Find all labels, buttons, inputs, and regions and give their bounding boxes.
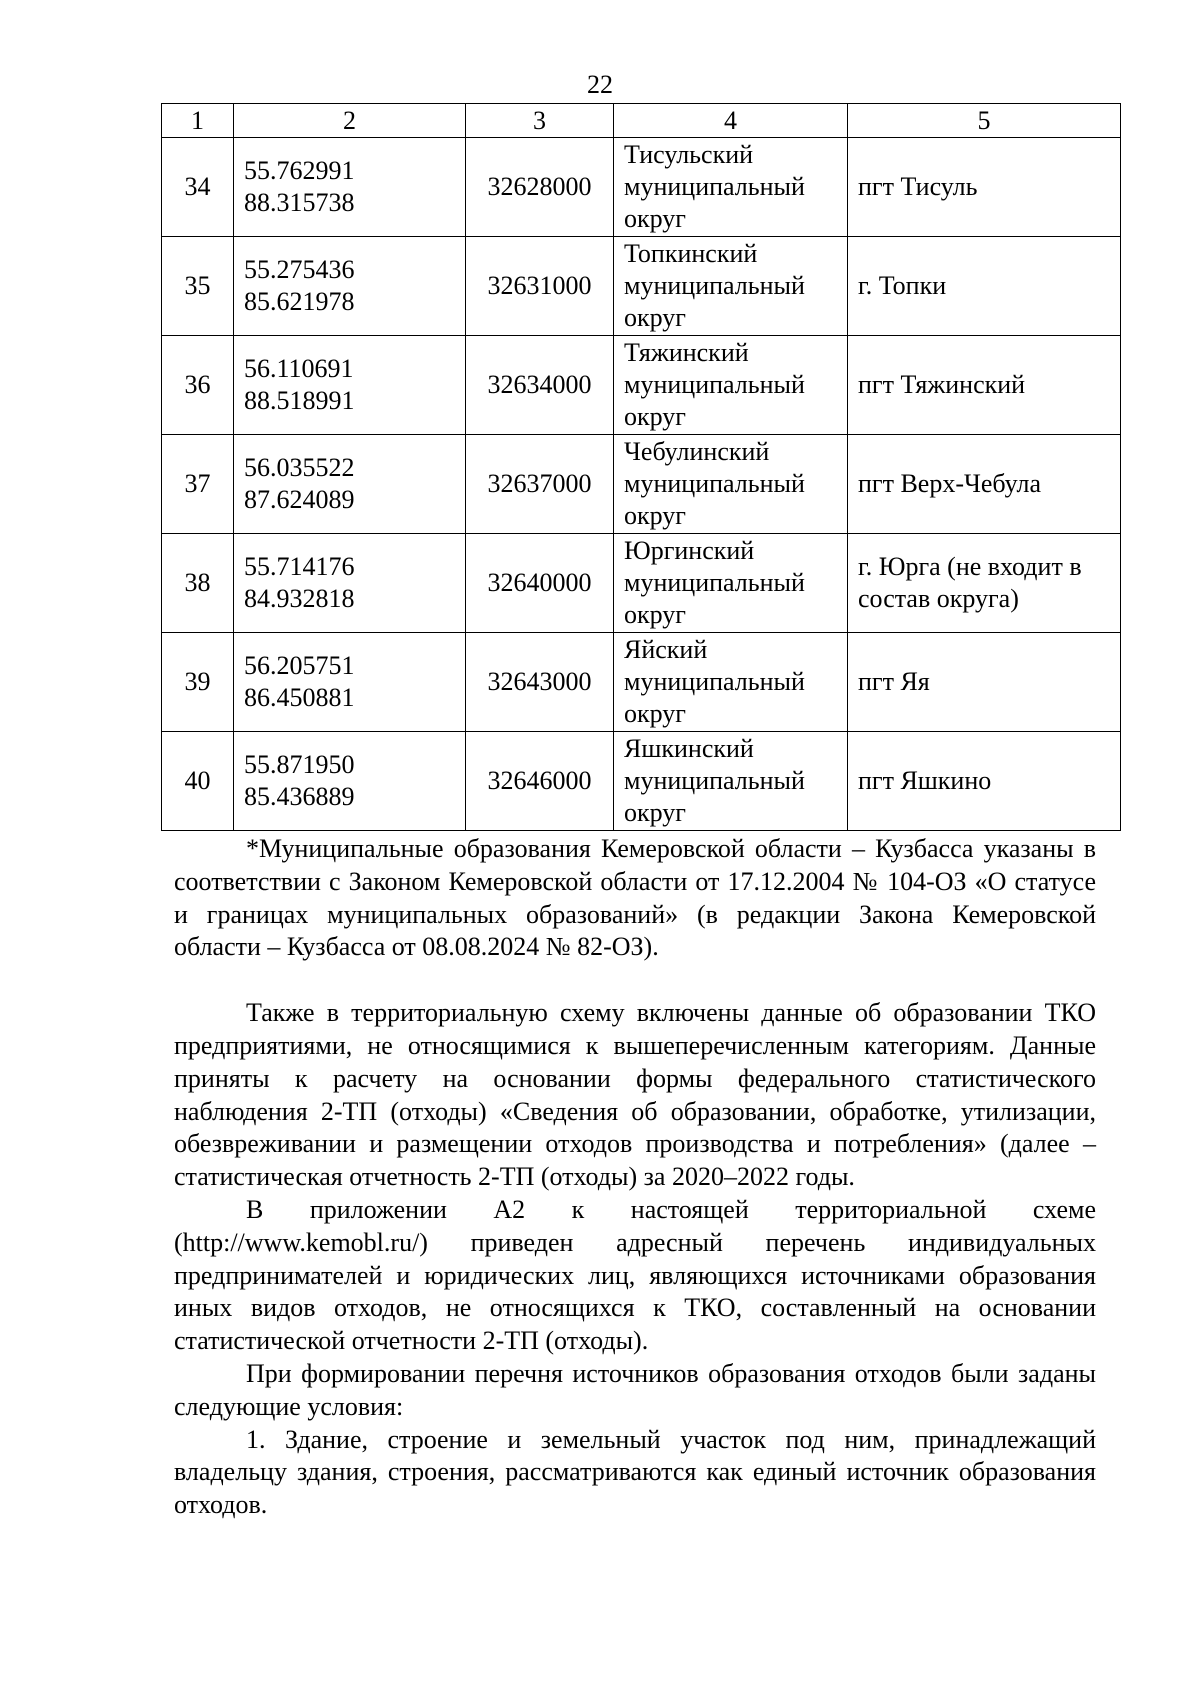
table-row bbox=[162, 336, 1121, 435]
row-number: 36 bbox=[162, 336, 234, 435]
oktmo-code: 32631000 bbox=[466, 237, 614, 336]
oktmo-code: 32640000 bbox=[466, 534, 614, 633]
table-row bbox=[162, 633, 1121, 732]
row-number: 37 bbox=[162, 435, 234, 534]
coordinates-cell bbox=[234, 237, 466, 336]
district-kind: округ bbox=[624, 204, 686, 233]
district-name: Тяжинский bbox=[624, 338, 749, 367]
district-name: Яшкинский bbox=[624, 734, 754, 763]
administrative-center: г. Топки bbox=[848, 237, 1121, 336]
coordinates-cell bbox=[234, 732, 466, 831]
district-name: Чебулинский bbox=[624, 437, 770, 466]
district-name-cell bbox=[614, 633, 848, 732]
table-row bbox=[162, 138, 1121, 237]
row-number: 35 bbox=[162, 237, 234, 336]
municipal-districts-table bbox=[161, 103, 1121, 831]
district-type: муниципальный bbox=[624, 271, 805, 300]
administrative-center: пгт Яшкино bbox=[848, 732, 1121, 831]
table-row bbox=[162, 435, 1121, 534]
row-number: 34 bbox=[162, 138, 234, 237]
oktmo-code: 32628000 bbox=[466, 138, 614, 237]
row-number: 39 bbox=[162, 633, 234, 732]
district-kind: округ bbox=[624, 798, 686, 827]
paragraph-appendix-a2: В приложении А2 к настоящей территориальной схеме (http://www.kemobl.ru/) приведен адресный перечень индивидуальных предпринимателей и юридических лиц, являющихся источниками образования иных видов отходов, не относящихся к ТКО, составленный на основании статистической отчетности 2-ТП (отходы). bbox=[174, 1194, 1096, 1356]
oktmo-code: 32634000 bbox=[466, 336, 614, 435]
administrative-center: пгт Тяжинский bbox=[848, 336, 1121, 435]
district-kind: округ bbox=[624, 501, 686, 530]
district-type: муниципальный bbox=[624, 469, 805, 498]
page-number: 22 bbox=[587, 70, 613, 99]
district-type: муниципальный bbox=[624, 568, 805, 597]
column-header-4: 4 bbox=[614, 104, 848, 138]
oktmo-code: 32646000 bbox=[466, 732, 614, 831]
latitude: 55.275436 bbox=[244, 255, 355, 284]
table-row bbox=[162, 237, 1121, 336]
latitude: 56.205751 bbox=[244, 651, 355, 680]
district-type: муниципальный bbox=[624, 370, 805, 399]
district-type: муниципальный bbox=[624, 172, 805, 201]
district-type: муниципальный bbox=[624, 667, 805, 696]
district-name-cell bbox=[614, 237, 848, 336]
coordinates-cell bbox=[234, 138, 466, 237]
paragraph-tko-data: Также в территориальную схему включены данные об образовании ТКО предприятиями, не относящимися к вышеперечисленным категориям. Данные приняты к расчету на основании формы федерального статистического наблюдения 2-ТП (отходы) «Сведения об образовании, обработке, утилизации, обезвреживании и размещении отходов производства и потребления» (далее – статистическая отчетность 2-ТП (отходы) за 2020–2022 годы. bbox=[174, 998, 1096, 1192]
longitude: 85.436889 bbox=[244, 782, 355, 811]
table-row bbox=[162, 732, 1121, 831]
district-kind: округ bbox=[624, 699, 686, 728]
oktmo-code: 32637000 bbox=[466, 435, 614, 534]
table-footnote: *Муниципальные образования Кемеровской области – Кузбасса указаны в соответствии с Законом Кемеровской области от 17.12.2004 № 104-ОЗ «О статусе и границах муниципальных образований» (в редакции Закона Кемеровской области – Кузбасса от 08.08.2024 № 82-ОЗ). bbox=[174, 834, 1096, 962]
district-kind: округ bbox=[624, 600, 686, 629]
coordinates-cell bbox=[234, 336, 466, 435]
row-number: 38 bbox=[162, 534, 234, 633]
column-header-1: 1 bbox=[162, 104, 234, 138]
body-text bbox=[174, 833, 1096, 1522]
longitude: 85.621978 bbox=[244, 287, 355, 316]
latitude: 55.871950 bbox=[244, 750, 355, 779]
longitude: 88.315738 bbox=[244, 188, 355, 217]
column-header-3: 3 bbox=[466, 104, 614, 138]
district-name: Юргинский bbox=[624, 536, 755, 565]
latitude: 55.762991 bbox=[244, 156, 355, 185]
column-header-5: 5 bbox=[848, 104, 1121, 138]
district-name-cell bbox=[614, 336, 848, 435]
table-row bbox=[162, 534, 1121, 633]
district-name-cell bbox=[614, 732, 848, 831]
district-name-cell bbox=[614, 138, 848, 237]
latitude: 55.714176 bbox=[244, 552, 355, 581]
oktmo-code: 32643000 bbox=[466, 633, 614, 732]
administrative-center: пгт Яя bbox=[848, 633, 1121, 732]
latitude: 56.110691 bbox=[244, 354, 354, 383]
paragraph-condition-1: 1. Здание, строение и земельный участок под ним, принадлежащий владельцу здания, строения, рассматриваются как единый источник образования отходов. bbox=[174, 1424, 1096, 1520]
longitude: 87.624089 bbox=[244, 485, 355, 514]
district-name-cell bbox=[614, 435, 848, 534]
administrative-center: пгт Верх-Чебула bbox=[848, 435, 1121, 534]
district-name-cell bbox=[614, 534, 848, 633]
latitude: 56.035522 bbox=[244, 453, 355, 482]
paragraph-conditions-intro: При формировании перечня источников образования отходов были заданы следующие условия: bbox=[174, 1358, 1096, 1421]
table-header-row bbox=[162, 104, 1121, 138]
column-header-2: 2 bbox=[234, 104, 466, 138]
administrative-center: г. Юрга (не входит в состав округа) bbox=[848, 534, 1121, 633]
administrative-center: пгт Тисуль bbox=[848, 138, 1121, 237]
district-kind: округ bbox=[624, 402, 686, 431]
district-name: Яйский bbox=[624, 635, 708, 664]
coordinates-cell bbox=[234, 633, 466, 732]
table-body bbox=[162, 138, 1121, 831]
row-number: 40 bbox=[162, 732, 234, 831]
longitude: 86.450881 bbox=[244, 683, 355, 712]
district-name: Тисульский bbox=[624, 140, 754, 169]
district-name: Топкинский bbox=[624, 239, 758, 268]
district-type: муниципальный bbox=[624, 766, 805, 795]
district-kind: округ bbox=[624, 303, 686, 332]
coordinates-cell bbox=[234, 435, 466, 534]
coordinates-cell bbox=[234, 534, 466, 633]
longitude: 84.932818 bbox=[244, 584, 355, 613]
longitude: 88.518991 bbox=[244, 386, 355, 415]
